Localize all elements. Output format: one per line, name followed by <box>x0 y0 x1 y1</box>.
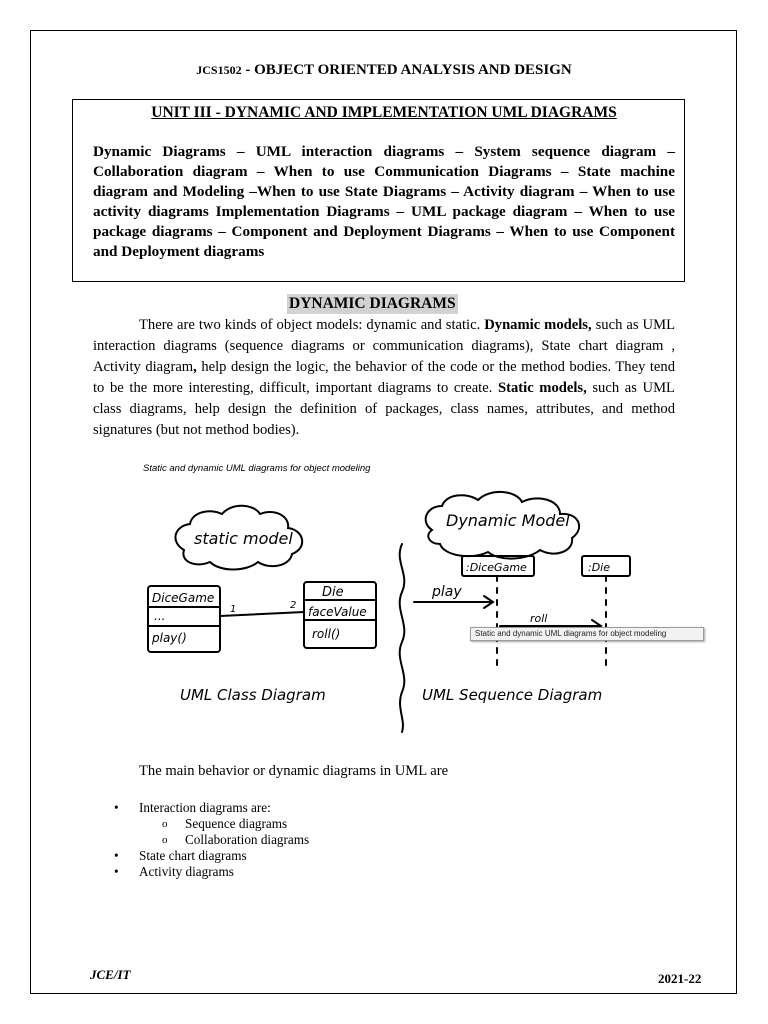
para-text-2: such as UML interaction diagrams (sequence diagrams or communication diagrams), State chart diagram , Activity diagram <box>93 317 675 375</box>
list-item: • Activity diagrams <box>114 864 234 879</box>
para-text-4: such as UML class diagrams, help design the definition of packages, class names, attributes, and method signatures (but not method bodies). <box>93 380 675 438</box>
course-header <box>0 62 768 79</box>
figure-caption: Static and dynamic UML diagrams for object modeling <box>143 463 371 474</box>
para-bold-dynamic: Dynamic models, <box>484 317 592 333</box>
course-code: JCS1502 <box>196 63 242 77</box>
list-item: • State chart diagrams <box>114 848 247 863</box>
sub-bullet-icon: o <box>162 834 168 846</box>
sub-list-item: o Sequence diagrams <box>162 816 288 831</box>
list-item: • Interaction diagrams are: <box>114 800 271 815</box>
sequence-diagram-label: UML Sequence Diagram <box>422 686 603 704</box>
static-cloud-label: static model <box>194 529 293 548</box>
dicegame-class-name: DiceGame <box>152 591 215 605</box>
dicegame-op: play() <box>152 631 187 645</box>
bullet-icon: • <box>114 800 119 815</box>
roll-message-label: roll <box>530 612 548 625</box>
image-tooltip: Static and dynamic UML diagrams for object modeling <box>470 627 704 641</box>
para-text-3: help design the logic, the behavior of the code or the method bodies. They tend to be the more interesting, difficult, important diagrams to create. <box>93 359 676 396</box>
sub-bullet-icon: o <box>162 818 168 830</box>
para-bold-static: Static models, <box>498 380 587 396</box>
bullet-icon: • <box>114 864 119 879</box>
seq-dicegame-label: :DiceGame <box>466 561 527 574</box>
class-diagram-label: UML Class Diagram <box>180 686 326 704</box>
footer-department: JCE/IT <box>90 967 131 982</box>
die-attr: faceValue <box>308 605 367 619</box>
para-text-1: There are two kinds of object models: dynamic and static. <box>139 317 485 333</box>
unit-title: UNIT III - DYNAMIC AND IMPLEMENTATION UML DIAGRAMS <box>151 104 617 121</box>
multiplicity-one: 1 <box>230 604 237 615</box>
dicegame-attr: ... <box>154 609 166 623</box>
para-bold-comma: , <box>193 359 197 375</box>
diagram-list <box>112 800 309 880</box>
unit-topics: Dynamic Diagrams – UML interaction diagrams – System sequence diagram – Collaboration diagram – When to use Communication Diagrams – State machine diagram and Modeling –When to use State Diagrams – Activity diagram – When to use activity diagrams Implementation Diagrams – UML package diagram – When to use package diagrams – Component and Deployment Diagrams – When to use Component and Deployment diagrams <box>93 143 675 260</box>
dynamic-cloud-label: Dynamic Model <box>446 511 570 530</box>
course-title: - OBJECT ORIENTED ANALYSIS AND DESIGN <box>241 62 572 78</box>
seq-die-label: :Die <box>588 561 610 574</box>
play-message-label: play <box>432 584 462 600</box>
sub-list-item: o Collaboration diagrams <box>162 832 310 847</box>
intro-paragraph <box>93 315 675 441</box>
uml-figure <box>140 462 718 738</box>
die-op: roll() <box>312 627 341 641</box>
main-behavior-line: The main behavior or dynamic diagrams in UML are <box>139 763 449 779</box>
die-class-name: Die <box>322 585 344 600</box>
footer-year: 2021-22 <box>658 971 702 986</box>
divider-squiggle <box>400 544 405 732</box>
bullet-icon: • <box>114 848 119 863</box>
section-heading: DYNAMIC DIAGRAMS <box>289 295 456 312</box>
multiplicity-two: 2 <box>290 600 297 611</box>
